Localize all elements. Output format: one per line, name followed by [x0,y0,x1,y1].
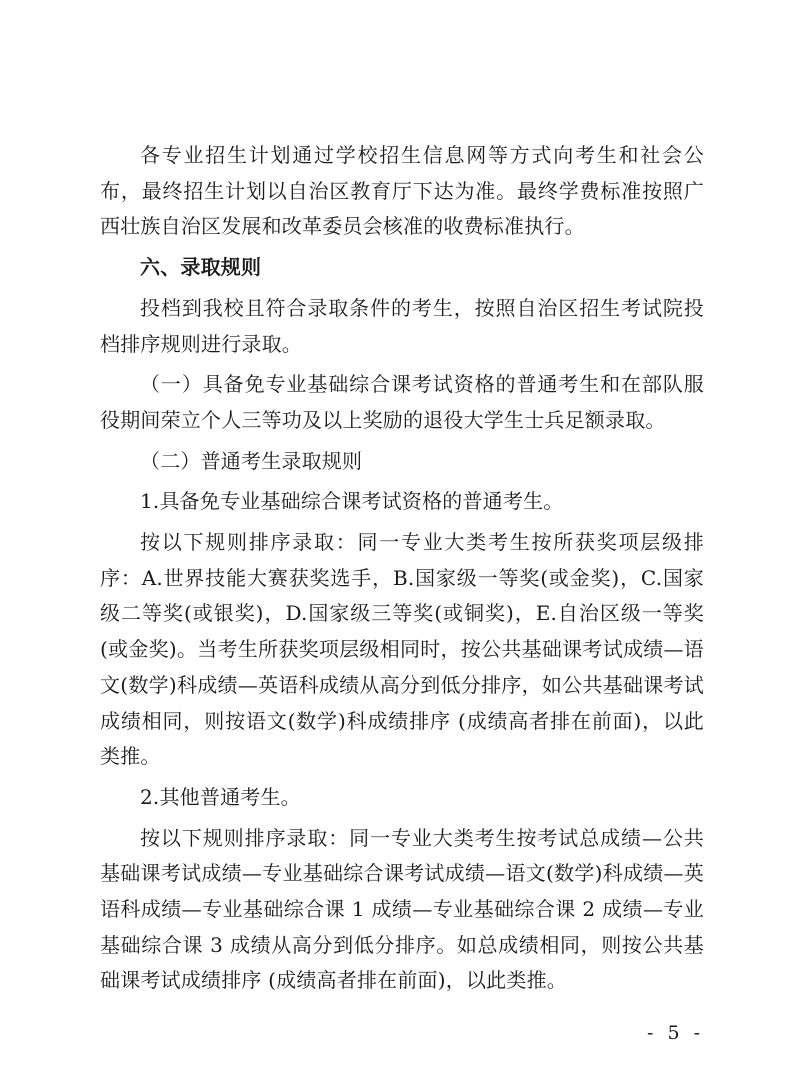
section-heading-admission-rules: 六、录取规则 [140,255,262,280]
paragraph-admission-basis: 投档到我校且符合录取条件的考生，按照自治区招生考试院投档排序规则进行录取。 [100,295,704,356]
subheading-rule-two: （二）普通考生录取规则 [140,448,363,473]
subheading-other-candidates: 2.其他普通考生。 [140,784,301,809]
paragraph-rule-one: （一）具备免专业基础综合课考试资格的普通考生和在部队服役期间荣立个人三等功及以上奖励的退役大学生士兵足额录取。 [100,372,704,432]
paragraph-exempt-ranking: 按以下规则排序录取：同一专业大类考生按所获奖项层级排序：A.世界技能大赛获奖选手，B.国家级一等奖(或金奖)，C.国家级二等奖(或银奖)，D.国家级三等奖(或铜奖)，E.自治区级一等奖(或金奖)。当考生所获奖项层级相同时，按公共基础课考试成绩—语文(数学)科成绩—英语科成绩从高分到低分排序，如公共基础课考试成绩相同，则按语文(数学)科成绩排序 (成绩高者排在前面)，以此类推。 [100,530,704,769]
paragraph-plan-announcement: 各专业招生计划通过学校招生信息网等方式向考生和社会公布，最终招生计划以自治区教育厅下达为准。最终学费标准按照广西壮族自治区发展和改革委员会核准的收费标准执行。 [100,143,704,239]
document-body [100,138,704,1004]
page-number: - 5 - [646,1022,704,1044]
paragraph-other-ranking: 按以下规则排序录取：同一专业大类考生按考试总成绩—公共基础课考试成绩—专业基础综合课考试成绩—语文(数学)科成绩—英语科成绩—专业基础综合课 1 成绩—专业基础综合课 2 成绩—专业基础综合课 3 成绩从高分到低分排序。如总成绩相同，则按公共基础课考试成绩排序 (成绩高者排在前面)，以此类推。 [100,825,704,993]
subheading-exempt-candidates: 1.具备免专业基础综合课考试资格的普通考生。 [140,489,564,514]
